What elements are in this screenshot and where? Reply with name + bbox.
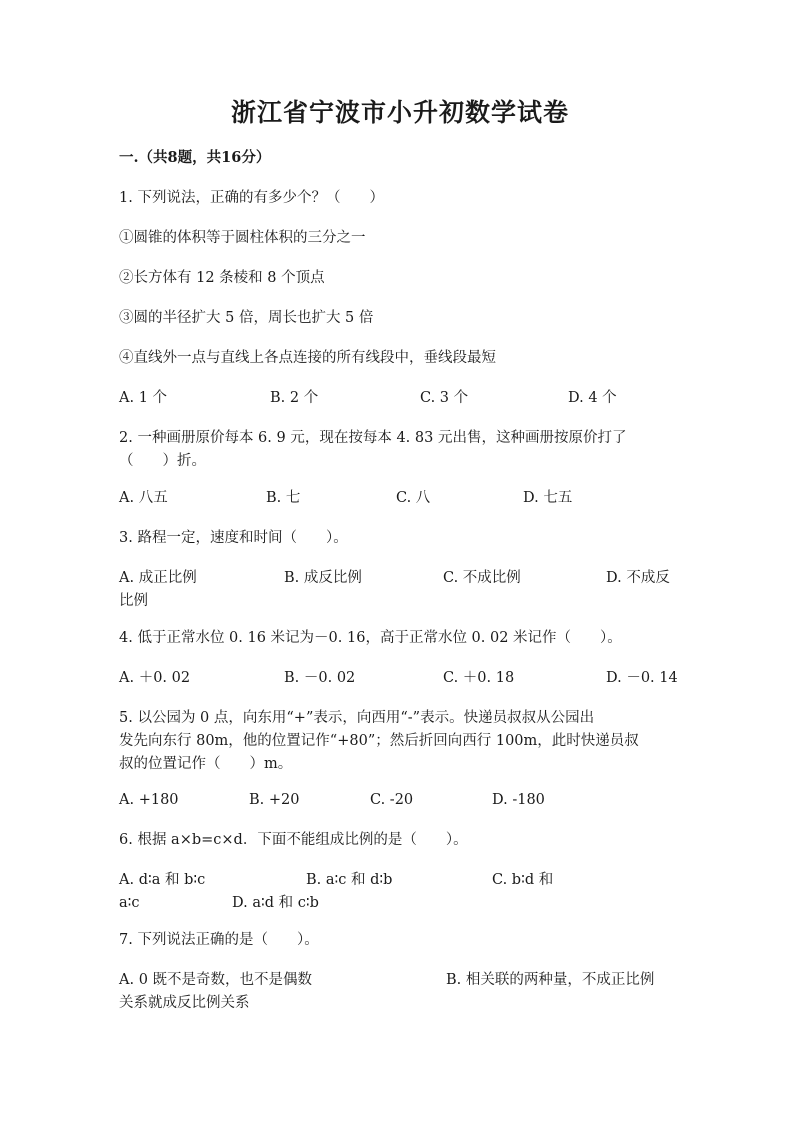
question-6-option-c: C. b∶d 和 bbox=[492, 872, 554, 888]
question-6-option-b: B. a∶c 和 d∶b bbox=[306, 872, 393, 888]
question-1-option-a: A. 1 个 bbox=[119, 390, 168, 406]
question-7-stem: 7. 下列说法正确的是（ ）。 bbox=[119, 932, 319, 948]
question-4-option-a: A. ＋0. 02 bbox=[119, 670, 191, 686]
question-6-option-c-continued: a∶c bbox=[119, 895, 140, 911]
question-3-option-c: C. 不成比例 bbox=[443, 570, 521, 586]
section-heading: 一.（共8题，共16分） bbox=[119, 149, 271, 166]
question-3-option-d-continued: 比例 bbox=[119, 593, 148, 609]
question-1-stem: 1. 下列说法，正确的有多少个？（ ） bbox=[119, 190, 384, 206]
question-1-option-b: B. 2 个 bbox=[270, 390, 319, 406]
question-7-option-b-continued: 关系就成反比例关系 bbox=[119, 995, 250, 1011]
question-2-option-d: D. 七五 bbox=[523, 490, 573, 506]
question-4-stem: 4. 低于正常水位 0. 16 米记为－0. 16，高于正常水位 0. 02 米记作（ ）。 bbox=[119, 630, 622, 646]
question-1-option-d: D. 4 个 bbox=[568, 390, 617, 406]
question-3-option-d: D. 不成反 bbox=[606, 570, 670, 586]
question-1-statement-2: ②长方体有 12 条棱和 8 个顶点 bbox=[119, 270, 325, 286]
question-5-option-b: B. +20 bbox=[249, 792, 300, 808]
question-1-statement-3: ③圆的半径扩大 5 倍，周长也扩大 5 倍 bbox=[119, 310, 374, 326]
question-7-option-a: A. 0 既不是奇数，也不是偶数 bbox=[119, 972, 313, 988]
question-3-stem: 3. 路程一定，速度和时间（ ）。 bbox=[119, 530, 348, 546]
question-2-stem-line-2: （ ）折。 bbox=[119, 453, 206, 469]
question-1-statement-1: ①圆锥的体积等于圆柱体积的三分之一 bbox=[119, 230, 366, 246]
question-3-option-b: B. 成反比例 bbox=[284, 570, 362, 586]
question-5-stem-line-2: 发先向东行 80m，他的位置记作“+80”；然后折回向西行 100m，此时快递员叔 bbox=[119, 733, 639, 749]
question-3-option-a: A. 成正比例 bbox=[119, 570, 197, 586]
question-1-statement-4: ④直线外一点与直线上各点连接的所有线段中，垂线段最短 bbox=[119, 350, 496, 366]
question-1-option-c: C. 3 个 bbox=[420, 390, 469, 406]
question-4-option-c: C. ＋0. 18 bbox=[443, 670, 515, 686]
question-6-option-a: A. d∶a 和 b∶c bbox=[119, 872, 206, 888]
question-2-option-b: B. 七 bbox=[266, 490, 301, 506]
page-title: 浙江省宁波市小升初数学试卷 bbox=[230, 98, 569, 127]
question-5-stem-line-1: 5. 以公园为 0 点，向东用“+”表示，向西用“-”表示。快递员叔叔从公园出 bbox=[119, 710, 595, 726]
question-5-option-c: C. -20 bbox=[370, 792, 414, 808]
question-4-option-d: D. －0. 14 bbox=[606, 670, 678, 686]
question-7-option-b: B. 相关联的两种量，不成正比例 bbox=[446, 972, 655, 988]
question-5-option-d: D. -180 bbox=[492, 792, 545, 808]
question-2-option-c: C. 八 bbox=[396, 490, 431, 506]
question-5-stem-line-3: 叔的位置记作（ ）m。 bbox=[119, 756, 293, 772]
question-6-option-d: D. a∶d 和 c∶b bbox=[232, 895, 319, 911]
question-2-option-a: A. 八五 bbox=[119, 490, 168, 506]
question-5-option-a: A. +180 bbox=[119, 792, 179, 808]
question-4-option-b: B. －0. 02 bbox=[284, 670, 356, 686]
question-6-stem: 6. 根据 a×b=c×d．下面不能组成比例的是（ ）。 bbox=[119, 832, 468, 848]
question-2-stem-line-1: 2. 一种画册原价每本 6. 9 元，现在按每本 4. 83 元出售，这种画册按原价打了 bbox=[119, 430, 627, 446]
